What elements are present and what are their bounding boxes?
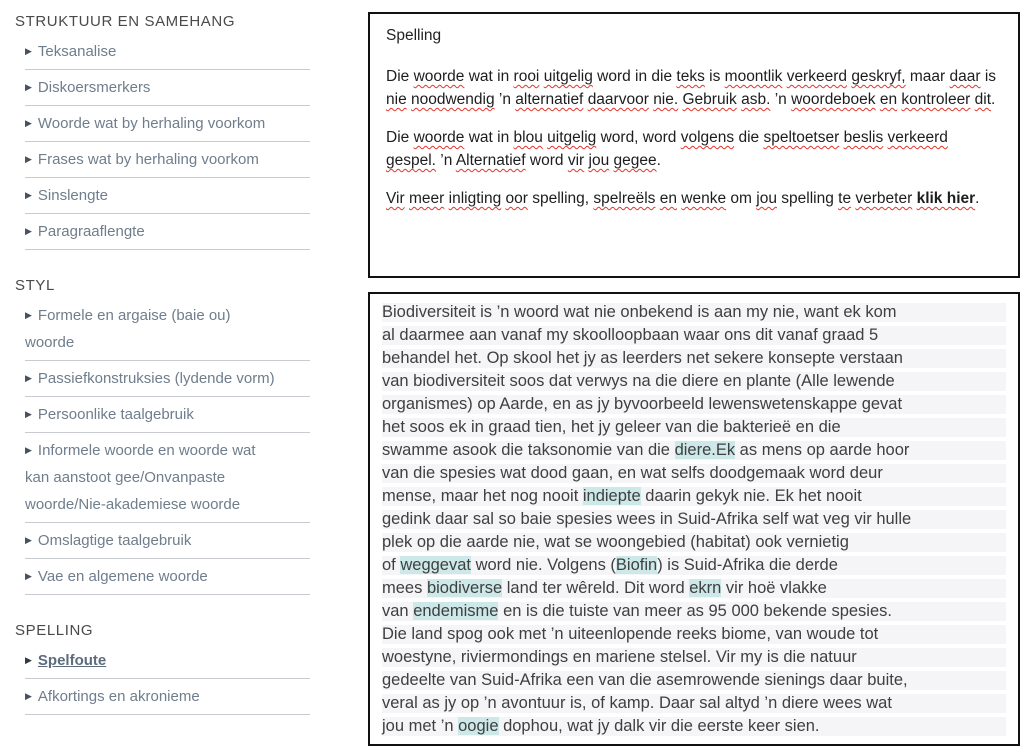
squiggle-word: oor (505, 190, 528, 207)
essay-text-panel (368, 292, 1020, 746)
squiggle-word: en (879, 91, 898, 108)
squiggle-word: jou (588, 152, 610, 169)
squiggle-word: volgens (680, 129, 735, 146)
sidebar-section (8, 621, 310, 715)
text-line: jou met ’n oogie dophou, wat jy dalk vir die eerste keer sien. (382, 717, 1006, 736)
highlighted-word[interactable]: indiepte (582, 487, 641, 505)
text-line: Die land spog ook met ’n uiteenlopende reeks biome, van woude tot (382, 625, 1006, 644)
squiggle-word: verbeter (855, 190, 913, 207)
squiggle-word: meer (408, 190, 445, 207)
sidebar-item-label: Sinslengte (37, 187, 108, 204)
text-line: gedeelte van Suid-Afrika een van die asemrowende sienings daar buite, (382, 671, 1006, 690)
triangle-bullet-icon: ▶ (25, 226, 32, 236)
text-line: van endemisme en is die tuiste van meer as 95 000 bekende spesies. (382, 602, 1006, 621)
squiggle-word: verkeerd (786, 68, 847, 85)
triangle-bullet-icon: ▶ (25, 118, 32, 128)
squiggle-word: wenke (681, 190, 727, 207)
squiggle-word: teks (676, 68, 705, 85)
squiggle-word: Alternatief (455, 152, 526, 169)
squiggle-word: speltoetser (763, 129, 840, 146)
info-paragraph: Vir meer inligting oor spelling, spelreëls en wenke om jou spelling te verbeter klik hier. (386, 190, 980, 207)
triangle-bullet-icon: ▶ (25, 535, 32, 545)
text-line: het soos ek in graad tien, het jy geleer van die bakterieë en die (382, 418, 1006, 437)
sidebar-item-vae-en-algemene-woorde[interactable] (25, 559, 310, 595)
highlighted-word[interactable]: endemisme (413, 602, 499, 620)
text-line: veral as jy op ’n avontuur is, of kamp. Daar sal altyd ’n diere wees wat (382, 694, 1006, 713)
triangle-bullet-icon: ▶ (25, 154, 32, 164)
sidebar-item-sinslengte[interactable] (25, 178, 310, 214)
squiggle-word: asb. (741, 91, 771, 108)
highlighted-word[interactable]: biodiverse (426, 579, 503, 597)
sidebar-item-label: Vae en algemene woorde (37, 568, 208, 585)
sidebar-section-heading: STYL (15, 277, 55, 294)
sidebar-item-label: Informele woorde en woorde wat kan aanstoot gee/Onvanpaste woorde/Nie-akademiese woorde (25, 442, 256, 513)
klik-hier-link[interactable]: klik hier (916, 190, 976, 207)
text-line: van biodiversiteit soos dat verwys na die diere en plante (Alle lewende (382, 372, 1006, 391)
highlighted-word[interactable]: ekrn (689, 579, 722, 597)
squiggle-word: woorde (413, 129, 465, 146)
highlighted-word[interactable]: Biofin (615, 556, 658, 574)
sidebar-item-label: Paragraaflengte (37, 223, 145, 240)
text-line: gedink daar sal so baie spesies wees in Suid-Afrika self wat veg vir hulle (382, 510, 1006, 529)
sidebar-item-label: Teksanalise (37, 43, 117, 60)
triangle-bullet-icon: ▶ (25, 571, 32, 581)
text-line: mees biodiverse land ter wêreld. Dit word ekrn vir hoë vlakke (382, 579, 1006, 598)
info-paragraph: Die woorde wat in blou uitgelig word, word volgens die speltoetser beslis verkeerd gespel. ’n Alternatief word vir jou gegee. (386, 129, 948, 169)
squiggle-word: dit (974, 91, 992, 108)
squiggle-word: daarvoor (587, 91, 649, 108)
squiggle-word: alternatief (515, 91, 584, 108)
triangle-bullet-icon: ▶ (25, 190, 32, 200)
squiggle-word: nie. (653, 91, 679, 108)
sidebar-item-persoonlike-taalgebruik[interactable] (25, 397, 310, 433)
sidebar-item-woorde-wat-by-herhaling-voorkom[interactable] (25, 106, 310, 142)
squiggle-word: uitgelig (547, 129, 597, 146)
sidebar-item-label: Passiefkonstruksies (lydende vorm) (37, 370, 275, 387)
sidebar-item-label: Frases wat by herhaling voorkom (37, 151, 259, 168)
text-line: woestyne, riviermondings en mariene stelsel. Vir my is die natuur (382, 648, 1006, 667)
text-line: Biodiversiteit is ’n woord wat nie onbekend is aan my nie, want ek kom (382, 303, 1006, 322)
squiggle-word: Gebruik (682, 91, 737, 108)
spelling-info-panel (368, 12, 1020, 278)
info-paragraph: Die woorde wat in rooi uitgelig word in die teks is moontlik verkeerd geskryf, maar daar is nie noodwendig ’n alternatief daarvoor nie. Gebruik asb. ’n woordeboek en kontroleer dit. (386, 68, 997, 108)
sidebar-section-heading: STRUKTUUR EN SAMEHANG (15, 13, 236, 30)
squiggle-word: jou (756, 190, 777, 207)
sidebar-item-frases-wat-by-herhaling-voorkom[interactable] (25, 142, 310, 178)
highlighted-word[interactable]: diere.Ek (674, 441, 736, 459)
squiggle-word: uitgelig (543, 68, 593, 85)
squiggle-word: kontroleer (901, 91, 971, 108)
text-line: organismes) op Aarde, en as jy byvoorbeeld lewenswetenskappe gevat (382, 395, 1006, 414)
text-line: plek op die aarde nie, wat se woongebied (habitat) ook vernietig (382, 533, 1006, 552)
triangle-bullet-icon: ▶ (25, 655, 32, 665)
sidebar-item-passiefkonstruksies[interactable] (25, 361, 310, 397)
sidebar-item-omslagtige-taalgebruik[interactable] (25, 523, 310, 559)
squiggle-word: inligting (448, 190, 502, 207)
squiggle-word: noodwendig (411, 91, 495, 108)
sidebar-item-label: Spelfoute (37, 652, 107, 669)
sidebar-item-teksanalise[interactable] (25, 34, 310, 70)
triangle-bullet-icon: ▶ (25, 310, 32, 320)
sidebar-item-informele-woorde[interactable] (25, 433, 310, 523)
squiggle-word: blou (513, 129, 543, 146)
sidebar-item-label: Woorde wat by herhaling voorkom (37, 115, 266, 132)
text-line: mense, maar het nog nooit indiepte daarin gekyk nie. Ek het nooit (382, 487, 1006, 506)
text-line: swamme asook die taksonomie van die diere.Ek as mens op aarde hoor (382, 441, 1006, 460)
squiggle-word: gespel. (386, 152, 436, 169)
squiggle-word: geskryf, (851, 68, 906, 85)
squiggle-word: woorde (413, 68, 465, 85)
essay-lines (382, 303, 1006, 736)
sidebar-item-formele-en-argaise-woorde[interactable] (25, 298, 310, 361)
sidebar-item-label: Formele en argaise (baie ou) woorde (25, 307, 231, 351)
text-line: behandel het. Op skool het jy as leerders net sekere konsepte verstaan (382, 349, 1006, 368)
squiggle-word: beslis (843, 129, 884, 146)
squiggle-word: moontlik (724, 68, 783, 85)
squiggle-word: Vir (386, 190, 405, 207)
squiggle-word: nie (386, 91, 407, 108)
sidebar-item-afkortings-en-akronieme[interactable] (25, 679, 310, 715)
text-line: of weggevat word nie. Volgens (Biofin) is Suid-Afrika die derde (382, 556, 1006, 575)
info-paragraphs (384, 65, 1004, 210)
triangle-bullet-icon: ▶ (25, 409, 32, 419)
sidebar-item-label: Diskoersmerkers (37, 79, 151, 96)
sidebar-item-paragraaflengte[interactable] (25, 214, 310, 250)
squiggle-word: te (838, 190, 852, 207)
sidebar-section (8, 276, 310, 595)
squiggle-word: spelreëls (593, 190, 656, 207)
squiggle-word: vir (567, 152, 585, 169)
squiggle-word: daar (949, 68, 981, 85)
triangle-bullet-icon: ▶ (25, 445, 32, 455)
triangle-bullet-icon: ▶ (25, 373, 32, 383)
squiggle-word: gegee (613, 152, 657, 169)
sidebar-item-label: Afkortings en akronieme (37, 688, 200, 705)
squiggle-word: rooi (513, 68, 540, 85)
highlighted-word[interactable]: oogie (458, 717, 499, 735)
sidebar-item-spelfoute[interactable] (25, 643, 310, 679)
triangle-bullet-icon: ▶ (25, 82, 32, 92)
sidebar-item-diskoersmerkers[interactable] (25, 70, 310, 106)
text-line: al daarmee aan vanaf my skoolloopbaan waar ons dit vanaf graad 5 (382, 326, 1006, 345)
squiggle-word: en (659, 190, 677, 207)
sidebar (8, 12, 310, 715)
panel-title: Spelling (386, 27, 442, 44)
sidebar-section (8, 12, 310, 250)
sidebar-item-label: Omslagtige taalgebruik (37, 532, 192, 549)
sidebar-section-heading: SPELLING (15, 622, 94, 639)
squiggle-word: verkeerd (887, 129, 948, 146)
triangle-bullet-icon: ▶ (25, 46, 32, 56)
squiggle-word: woordeboek (791, 91, 876, 108)
triangle-bullet-icon: ▶ (25, 691, 32, 701)
text-line: van die spesies wat dood gaan, en wat selfs doodgemaak word deur (382, 464, 1006, 483)
sidebar-item-label: Persoonlike taalgebruik (37, 406, 194, 423)
highlighted-word[interactable]: weggevat (400, 556, 471, 574)
